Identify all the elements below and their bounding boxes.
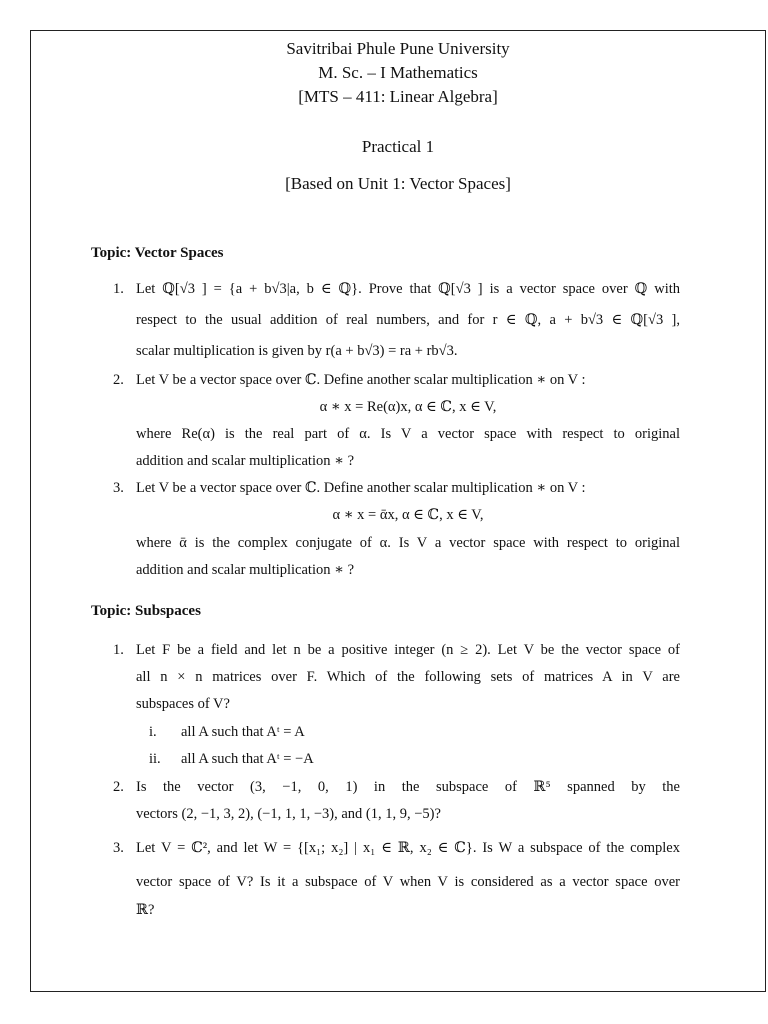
unit-basis: [Based on Unit 1: Vector Spaces] [285, 174, 511, 193]
question-line: Is the vector (3, −1, 0, 1) in the subspace of ℝ⁵ spanned by the [136, 779, 680, 795]
question-line: where ᾱ is the complex conjugate of α. Is V a vector space with respect to original [136, 535, 680, 551]
question-line: subspaces of V? [136, 696, 230, 712]
question-number: 2. [113, 779, 124, 795]
question-number: 3. [113, 480, 124, 496]
practical-title: Practical 1 [361, 137, 435, 156]
question-number: 1. [113, 642, 124, 658]
topic-vector-spaces: Topic: Vector Spaces [91, 245, 224, 261]
subitem-text: all A such that Aᵗ = −A [181, 751, 314, 767]
topic-subspaces: Topic: Subspaces [91, 603, 201, 619]
subitem-number: ii. [149, 751, 161, 767]
university-name: Savitribai Phule Pune University [286, 39, 510, 58]
question-number: 3. [113, 840, 124, 856]
equation: α ∗ x = ᾱx, α ∈ ℂ, x ∈ V, [332, 507, 484, 523]
question-line: all n × n matrices over F. Which of the following sets of matrices A in V are [136, 669, 680, 685]
subitem-text: all A such that Aᵗ = A [181, 724, 305, 740]
question-line: vectors (2, −1, 3, 2), (−1, 1, 1, −3), and (1, 1, 9, −5)? [136, 806, 441, 822]
question-line: addition and scalar multiplication ∗ ? [136, 562, 355, 578]
question-line: where Re(α) is the real part of α. Is V a vector space with respect to original [136, 426, 680, 442]
question-line: addition and scalar multiplication ∗ ? [136, 453, 355, 469]
question-number: 2. [113, 372, 124, 388]
question-line: Let ℚ[√3 ] = {a + b√3|a, b ∈ ℚ}. Prove that ℚ[√3 ] is a vector space over ℚ with [136, 281, 680, 297]
question-line: Let V be a vector space over ℂ. Define another scalar multiplication ∗ on V : [136, 372, 586, 388]
question-line: Let F be a field and let n be a positive integer (n ≥ 2). Let V be the vector space of [136, 642, 680, 658]
question-line: Let V = ℂ², and let W = {[x₁; x₂] | x₁ ∈ ℝ, x₂ ∈ ℂ}. Is W a subspace of the complex [136, 840, 680, 856]
equation: α ∗ x = Re(α)x, α ∈ ℂ, x ∈ V, [319, 399, 497, 415]
subitem-number: i. [149, 724, 157, 740]
question-number: 1. [113, 281, 124, 297]
question-line: ℝ? [136, 902, 155, 918]
question-line: respect to the usual addition of real numbers, and for r ∈ ℚ, a + b√3 ∈ ℚ[√3 ], [136, 312, 680, 328]
course-name: M. Sc. – I Mathematics [318, 63, 478, 82]
question-line: scalar multiplication is given by r(a + b√3) = ra + rb√3. [136, 343, 458, 359]
document-page [30, 30, 766, 992]
paper-code: [MTS – 411: Linear Algebra] [298, 87, 498, 106]
question-line: vector space of V? Is it a subspace of V when V is considered as a vector space over [136, 874, 680, 890]
question-line: Let V be a vector space over ℂ. Define another scalar multiplication ∗ on V : [136, 480, 586, 496]
